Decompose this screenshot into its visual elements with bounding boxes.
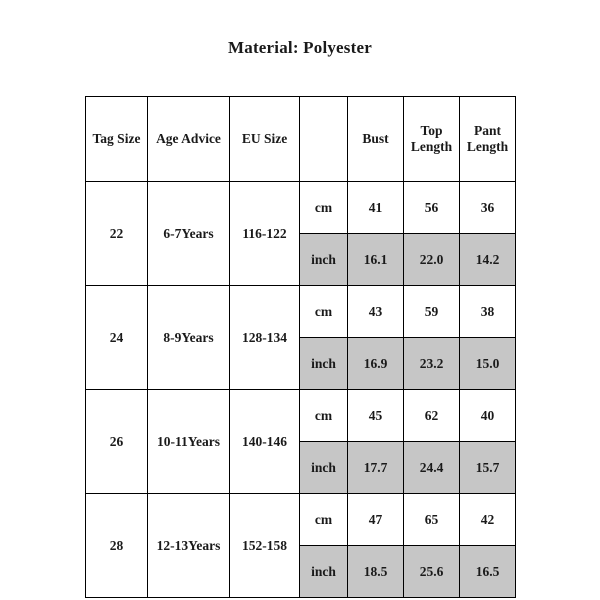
cell-top-length-cm: 65	[404, 494, 460, 546]
cell-bust-cm: 47	[348, 494, 404, 546]
header-pant-length-line2: Length	[466, 139, 509, 154]
table-row	[86, 494, 516, 546]
cell-top-length-inch: 22.0	[404, 234, 460, 286]
cell-tag-size: 22	[86, 182, 148, 286]
cell-top-length-inch: 25.6	[404, 546, 460, 598]
cell-top-length-cm: 59	[404, 286, 460, 338]
header-tag-size: Tag Size	[86, 97, 148, 182]
cell-pant-length-cm: 38	[460, 286, 516, 338]
size-chart-table-container	[85, 96, 515, 598]
cell-bust-inch: 18.5	[348, 546, 404, 598]
cell-top-length-cm: 56	[404, 182, 460, 234]
cell-unit-cm: cm	[300, 286, 348, 338]
cell-bust-inch: 16.9	[348, 338, 404, 390]
cell-bust-inch: 16.1	[348, 234, 404, 286]
cell-age-advice: 12-13Years	[148, 494, 230, 598]
cell-unit-inch: inch	[300, 338, 348, 390]
cell-unit-cm: cm	[300, 182, 348, 234]
cell-age-advice: 6-7Years	[148, 182, 230, 286]
cell-pant-length-inch: 15.7	[460, 442, 516, 494]
cell-age-advice: 8-9Years	[148, 286, 230, 390]
table-row	[86, 182, 516, 234]
header-pant-length-line1: Pant	[474, 122, 501, 138]
header-top-length-line2: Length	[410, 139, 453, 154]
cell-eu-size: 116-122	[230, 182, 300, 286]
cell-unit-inch: inch	[300, 234, 348, 286]
header-eu-size: EU Size	[230, 97, 300, 182]
header-age-advice: Age Advice	[148, 97, 230, 182]
cell-tag-size: 26	[86, 390, 148, 494]
cell-top-length-inch: 23.2	[404, 338, 460, 390]
page-title: Material: Polyester	[228, 38, 372, 57]
cell-pant-length-cm: 40	[460, 390, 516, 442]
cell-eu-size: 128-134	[230, 286, 300, 390]
table-row	[86, 286, 516, 338]
cell-eu-size: 152-158	[230, 494, 300, 598]
cell-pant-length-inch: 14.2	[460, 234, 516, 286]
cell-tag-size: 28	[86, 494, 148, 598]
cell-bust-cm: 41	[348, 182, 404, 234]
cell-bust-inch: 17.7	[348, 442, 404, 494]
cell-pant-length-cm: 36	[460, 182, 516, 234]
header-pant-length	[460, 97, 516, 182]
header-unit	[300, 97, 348, 182]
table-header-row	[86, 97, 516, 182]
cell-pant-length-inch: 16.5	[460, 546, 516, 598]
cell-unit-inch: inch	[300, 546, 348, 598]
table-row	[86, 390, 516, 442]
cell-tag-size: 24	[86, 286, 148, 390]
cell-unit-cm: cm	[300, 494, 348, 546]
cell-bust-cm: 43	[348, 286, 404, 338]
cell-pant-length-cm: 42	[460, 494, 516, 546]
header-top-length-line1: Top	[420, 122, 443, 138]
cell-unit-inch: inch	[300, 442, 348, 494]
size-chart-table	[85, 96, 516, 598]
cell-pant-length-inch: 15.0	[460, 338, 516, 390]
header-top-length	[404, 97, 460, 182]
cell-unit-cm: cm	[300, 390, 348, 442]
cell-age-advice: 10-11Years	[148, 390, 230, 494]
cell-top-length-inch: 24.4	[404, 442, 460, 494]
cell-top-length-cm: 62	[404, 390, 460, 442]
cell-bust-cm: 45	[348, 390, 404, 442]
header-bust: Bust	[348, 97, 404, 182]
cell-eu-size: 140-146	[230, 390, 300, 494]
